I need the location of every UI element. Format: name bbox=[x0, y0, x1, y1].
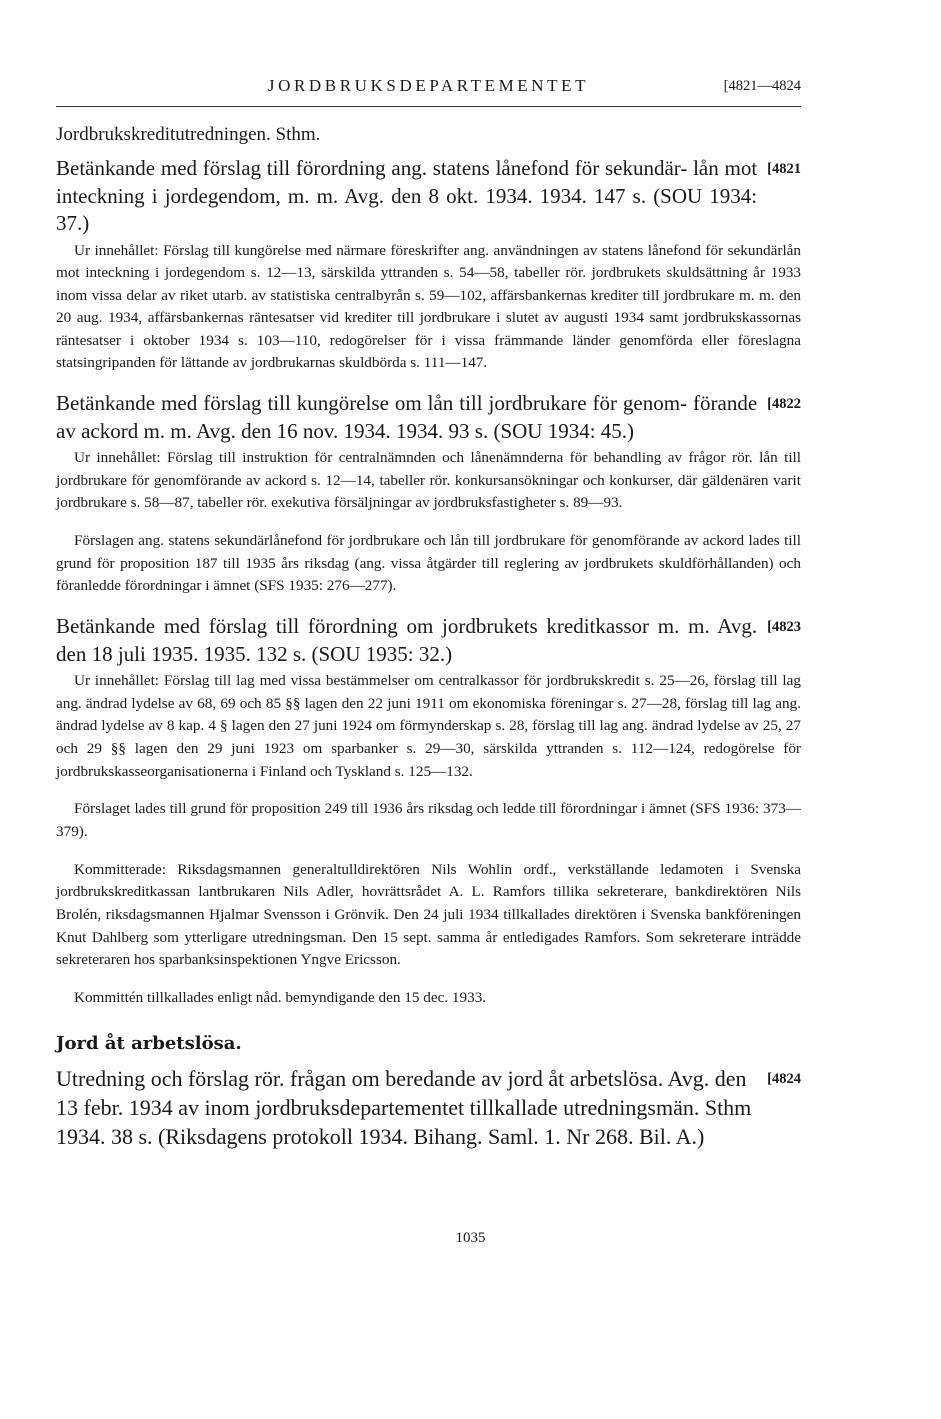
header-entry-range: [4821—4824 bbox=[723, 78, 801, 94]
entry-number: [4824 bbox=[767, 1071, 801, 1088]
entry-title bbox=[56, 613, 801, 668]
entry-title-text: Betänkande med förslag till förordning om jordbrukets kreditkassor m. m. Avg. den 18 juli 1935. 1935. 132 s. (SOU 1935: 32.) bbox=[56, 614, 758, 666]
entry-note: Kommitterade: Riksdagsmannen generaltulldirektören Nils Wohlin ordf., verkställande ledamoten i Svenska jordbrukskreditkassan lantbrukaren Nils Adler, hovrättsrådet A. L. Ramfors tillika sekreterare, bankdirektören Nils Brolén, riksdagsmannen Hjalmar Svensson i Grönvik. Den 24 juli 1934 tillkallades direktören i Svenska bankföreningen Knut Dahlberg som ytterligare utredningsman. Den 15 sept. samma år entledigades Ramfors. Som sekreterare inträdde sekreteraren hos sparbanksinspektionen Yngve Ericsson. bbox=[56, 860, 801, 969]
entry-note: Förslaget lades till grund för proposition 249 till 1936 års riksdag och ledde till förordningar i ämnet (SFS 1936: 373—379). bbox=[56, 800, 801, 840]
entry-title-text: Betänkande med förslag till kungörelse om lån till jordbrukare för genom- förande av ackord m. m. Avg. den 16 nov. 1934. 1934. 93 s. (SOU 1934: 45.) bbox=[56, 391, 758, 443]
entry-note: Ur innehållet: Förslag till instruktion för centralnämnden och lånenämnderna för behandling av frågor rör. lån till jordbrukare för genomförande av ackord s. 12—14, tabeller rör. konkursansökningar och konkurser, där gäldenären varit jordbrukare s. 58—87, tabeller rör. exekutiva försäljningar av jordbruksfastigheter s. 89—93. bbox=[56, 449, 801, 512]
entry-title bbox=[56, 390, 801, 445]
entry-title-text: Betänkande med förslag till förordning ang. statens lånefond för sekundär- lån mot inteckning i jordegendom, m. m. Avg. den 8 okt. 1934. 1934. 147 s. (SOU 1934: 37.) bbox=[56, 156, 758, 235]
entry-title bbox=[56, 155, 801, 238]
entry-title bbox=[56, 1064, 801, 1151]
entry-number: [4823 bbox=[767, 619, 801, 636]
document-page bbox=[56, 72, 801, 1151]
entry-number: [4822 bbox=[767, 396, 801, 413]
page-number: 1035 bbox=[455, 1230, 486, 1246]
entry-title-text: Utredning och förslag rör. frågan om beredande av jord åt arbetslösa. Avg. den 13 febr. 1934 av inom jordbruksdepartementet tillkallade utredningsmän. Sthm 1934. 38 s. (Riksdagens protokoll 1934. Bihang. Saml. 1. Nr 268. Bil. A.) bbox=[56, 1066, 752, 1150]
running-header bbox=[56, 72, 801, 107]
header-title: JORDBRUKSDEPARTEMENTET bbox=[267, 76, 590, 95]
entry-note: Förslagen ang. statens sekundärlånefond för jordbrukare och lån till jordbrukare för genomförande av ackord lades till grund för proposition 187 till 1935 års riksdag (ang. vissa åtgärder till reglering av jordbrukets skuldförhållanden) och föranledde förordningar i ämnet (SFS 1935: 276—277). bbox=[56, 532, 801, 595]
section-heading: Jord åt arbetslösa. bbox=[56, 1033, 242, 1055]
entry-note: Ur innehållet: Förslag till lag med vissa bestämmelser om centralkassor för jordbrukskredit s. 25—26, förslag till lag ang. ändrad lydelse av 68, 69 och 85 §§ lagen den 22 juni 1911 om ekonomiska föreningar s. 27—28, förslag till lag ang. ändrad lydelse av 8 kap. 4 § lagen den 27 juni 1924 om förmynderskap s. 28, förslag till lag ang. ändrad lydelse av 25, 27 och 29 §§ lagen den 29 juni 1923 om sparbanker s. 29—30, särskilda yttranden s. 112—124, redogörelse för jordbrukskasseorganisationerna i Finland och Tyskland s. 125—132. bbox=[56, 672, 801, 780]
entry-number: [4821 bbox=[767, 161, 801, 177]
department-heading: Jordbrukskreditutredningen. Sthm. bbox=[56, 124, 321, 145]
entry-note: Kommittén tillkallades enligt nåd. bemyndigande den 15 dec. 1933. bbox=[74, 988, 487, 1006]
entry-note: Ur innehållet: Förslag till kungörelse med närmare föreskrifter ang. användningen av statens lånefond för sekundärlån mot inteckning i jordegendom s. 12—13, särskilda yttranden s. 54—58, tabeller rör. jordbrukets skuldsättning år 1933 inom vissa delar av riket utarb. av statistiska centralbyrån s. 59—102, affärsbankernas krediter till jordbrukare m. m. den 20 aug. 1934, affärsbankernas räntesatser vid krediter till jordbrukare i slutet av augusti 1934 samt jordbrukskassornas räntesatser i oktober 1934 s. 103—110, redogörelser för i vissa främmande länder genomförda eller föreslagna statsingripanden för lättande av jordbrukarnas skuldbörda s. 111—147. bbox=[56, 241, 801, 372]
